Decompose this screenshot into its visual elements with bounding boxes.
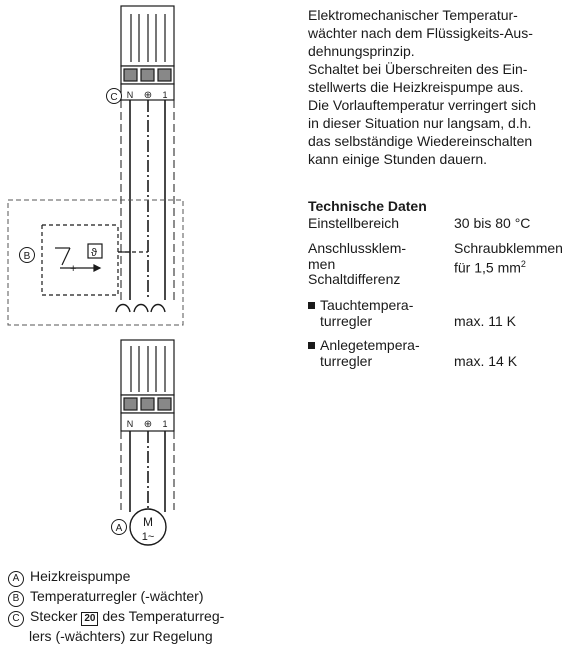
tauch-label-text-1: Tauchtempera- bbox=[320, 297, 414, 313]
temperature-controller bbox=[42, 225, 148, 295]
legend-text-c-1: Stecker bbox=[30, 608, 78, 624]
anschluss-value-2-text: für 1,5 mm bbox=[454, 259, 521, 276]
anschluss-value-sup: 2 bbox=[520, 259, 526, 269]
plug-number-box: 20 bbox=[81, 612, 98, 626]
tauch-label-1 bbox=[308, 297, 413, 313]
marker-a: A bbox=[115, 523, 123, 534]
anschluss-value-1: Schraubklemmen bbox=[454, 240, 563, 256]
description-line: dehnungsprinzip. bbox=[308, 43, 415, 59]
description-line: stellwerts die Heizkreispumpe aus. bbox=[308, 79, 524, 95]
legend-text-a: Heizkreispumpe bbox=[30, 568, 131, 584]
anschluss-label-1: Anschlussklem- bbox=[308, 240, 407, 256]
einstell-value: 30 bis 80 °C bbox=[454, 215, 531, 231]
anschluss-label-2: men bbox=[308, 256, 336, 272]
einstell-label: Einstellbereich bbox=[308, 215, 400, 231]
marker-b: B bbox=[23, 251, 31, 262]
anlege-label-1 bbox=[308, 337, 420, 353]
tech-data-title: Technische Daten bbox=[308, 198, 427, 214]
legend-marker-a: A bbox=[8, 571, 24, 587]
description-line: das selbständige Wiedereinschalten bbox=[308, 133, 533, 149]
description-line: Schaltet bei Überschreiten des Ein- bbox=[308, 61, 528, 77]
terminal-earth-top: ⊕ bbox=[143, 90, 153, 101]
legend-item-c-cont: lers (-wächters) zur Regelung bbox=[29, 628, 213, 644]
terminal-1-bottom: 1 bbox=[162, 419, 168, 429]
terminal-n-bottom: N bbox=[126, 419, 134, 429]
motor-phase: 1~ bbox=[141, 531, 155, 543]
description-line: kann einige Stunden dauern. bbox=[308, 151, 488, 167]
controller-enclosure bbox=[8, 200, 183, 325]
marker-c: C bbox=[110, 92, 118, 103]
legend-text-c-2: des Temperaturreg- bbox=[102, 608, 225, 624]
plus-symbol: + bbox=[70, 263, 77, 275]
legend-text-b: Temperaturregler (-wächter) bbox=[30, 588, 204, 604]
anlege-label-text-1: Anlegetempera- bbox=[320, 337, 420, 353]
description-line: in dieser Situation nur langsam, d.h. bbox=[308, 115, 532, 131]
legend-marker-c: C bbox=[8, 611, 24, 627]
anlege-label-2: turregler bbox=[320, 353, 373, 369]
anschluss-value-2 bbox=[454, 256, 526, 276]
terminal-n-top: N bbox=[126, 90, 134, 100]
terminal-earth-bottom: ⊕ bbox=[143, 419, 153, 430]
legend bbox=[8, 567, 224, 645]
anlege-value: max. 14 K bbox=[454, 353, 518, 369]
terminal-1-top: 1 bbox=[162, 90, 168, 100]
description-text bbox=[308, 6, 583, 168]
legend-item-c bbox=[8, 607, 224, 627]
description-line: Elektromechanischer Temperatur- bbox=[308, 7, 518, 23]
wiring-diagram bbox=[0, 0, 300, 560]
tauch-label-2: turregler bbox=[320, 313, 373, 329]
bullet-square-icon bbox=[308, 302, 315, 309]
tauch-value: max. 11 K bbox=[454, 313, 516, 329]
legend-item-a bbox=[8, 567, 224, 587]
motor-m: M bbox=[143, 515, 153, 529]
description-line: Die Vorlauftemperatur verringert sich bbox=[308, 97, 536, 113]
description-line: wächter nach dem Flüssigkeits-Aus- bbox=[308, 25, 533, 41]
theta-symbol: ϑ bbox=[91, 247, 98, 259]
legend-marker-b: B bbox=[8, 591, 24, 607]
schalt-label: Schaltdifferenz bbox=[308, 271, 401, 287]
bullet-square-icon bbox=[308, 342, 315, 349]
legend-item-b bbox=[8, 587, 224, 607]
